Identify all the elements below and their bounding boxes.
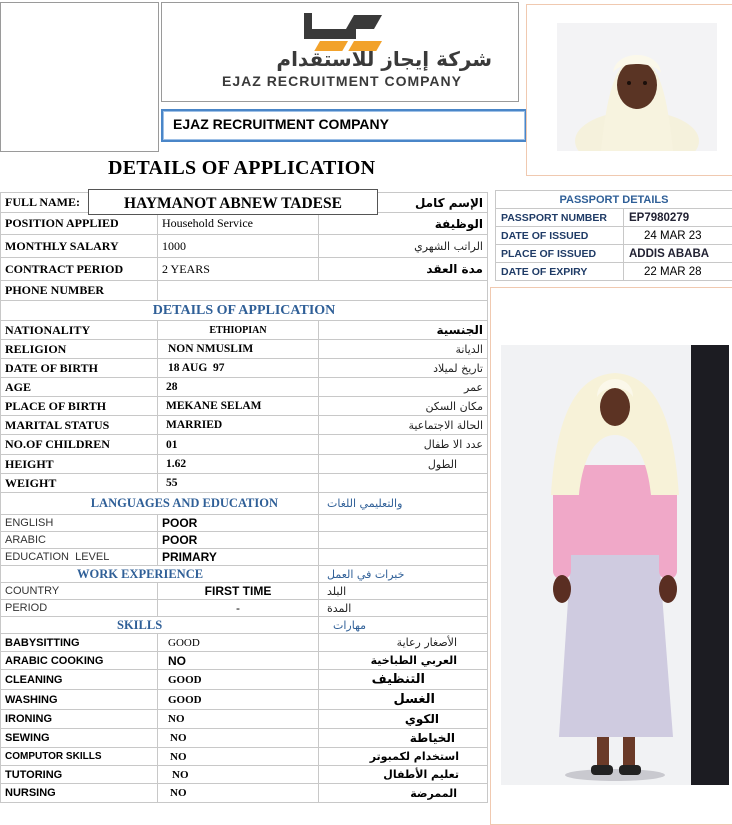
row-value: FIRST TIME xyxy=(158,583,319,600)
application-table xyxy=(0,192,488,803)
row-value: NON NMUSLIM xyxy=(158,340,319,359)
row-label: NURSING xyxy=(1,784,158,803)
detail-row xyxy=(1,435,488,455)
row-label: TUTORING xyxy=(1,766,158,784)
row-label-ar: الراتب الشهري xyxy=(319,235,488,258)
details-section-heading: DETAILS OF APPLICATION xyxy=(1,301,488,321)
row-label-ar: عدد الا طفال xyxy=(319,435,488,455)
company-name: EJAZ RECRUITMENT COMPANY xyxy=(173,116,389,132)
passport-label: PLACE OF ISSUED xyxy=(496,245,624,263)
passport-label: DATE OF ISSUED xyxy=(496,227,624,245)
row-value: 01 xyxy=(158,435,319,455)
info-row xyxy=(1,235,488,258)
row-label: MARITAL STATUS xyxy=(1,416,158,435)
language-row xyxy=(1,549,488,566)
skill-row xyxy=(1,784,488,803)
row-value: POOR xyxy=(158,532,319,549)
portrait-photo xyxy=(557,23,717,151)
row-label: RELIGION xyxy=(1,340,158,359)
row-value: ETHIOPIAN xyxy=(158,321,319,340)
row-value: 28 xyxy=(158,378,319,397)
company-logo xyxy=(161,2,519,102)
row-label: SEWING xyxy=(1,729,158,748)
row-value: MEKANE SELAM xyxy=(158,397,319,416)
work-experience-heading-ar: خبرات في العمل xyxy=(319,566,488,583)
passport-value: ADDIS ABABA xyxy=(624,245,732,263)
row-value: - xyxy=(158,600,319,617)
row-label: ARABIC xyxy=(1,532,158,549)
row-label-ar: مدة العقد xyxy=(319,258,488,281)
passport-details-heading: PASSPORT DETAILS xyxy=(496,191,732,209)
company-logo-mark xyxy=(282,11,402,51)
blank-photo-box xyxy=(0,2,159,152)
passport-row xyxy=(496,245,732,263)
row-value: PRIMARY xyxy=(158,549,319,566)
row-label-ar: الخياطة xyxy=(319,729,488,748)
row-value: 55 xyxy=(158,474,319,493)
skill-row xyxy=(1,748,488,766)
detail-row xyxy=(1,321,488,340)
detail-row xyxy=(1,359,488,378)
row-value: POOR xyxy=(158,515,319,532)
row-label-ar: مكان السكن xyxy=(319,397,488,416)
languages-section-heading-ar: والتعليمي اللغات xyxy=(319,493,488,515)
row-label: AGE xyxy=(1,378,158,397)
row-label-ar: الغسل xyxy=(319,690,488,710)
work-experience-heading: WORK EXPERIENCE xyxy=(1,566,319,583)
passport-details-table xyxy=(495,190,732,281)
detail-row xyxy=(1,455,488,474)
info-row xyxy=(1,281,488,301)
row-value: 18 AUG 97 xyxy=(158,359,319,378)
row-label: DATE OF BIRTH xyxy=(1,359,158,378)
row-label-ar: الأصغار رعاية xyxy=(319,634,488,652)
row-value: NO xyxy=(158,766,319,784)
detail-row xyxy=(1,416,488,435)
row-value: 2 YEARS xyxy=(158,258,319,281)
row-value: 1.62 xyxy=(158,455,319,474)
row-label-ar: الطول xyxy=(319,455,488,474)
row-label: CONTRACT PERIOD xyxy=(1,258,158,281)
skill-row xyxy=(1,652,488,670)
full-body-photo xyxy=(501,345,729,785)
passport-value: 24 MAR 23 xyxy=(624,227,732,245)
row-value: 1000 xyxy=(158,235,319,258)
row-label: CLEANING xyxy=(1,670,158,690)
passport-label: PASSPORT NUMBER xyxy=(496,209,624,227)
row-label: WASHING xyxy=(1,690,158,710)
row-label-ar: العربي الطباخية xyxy=(319,652,488,670)
passport-value: 22 MAR 28 xyxy=(624,263,732,281)
row-label: PERIOD xyxy=(1,600,158,617)
detail-row xyxy=(1,474,488,493)
skill-row xyxy=(1,634,488,652)
row-value: GOOD xyxy=(158,690,319,710)
row-label-ar: تاريخ لميلاد xyxy=(319,359,488,378)
row-label: MONTHLY SALARY xyxy=(1,235,158,258)
row-value: MARRIED xyxy=(158,416,319,435)
row-label: COUNTRY xyxy=(1,583,158,600)
row-value: NO xyxy=(158,710,319,729)
row-label: HEIGHT xyxy=(1,455,158,474)
skill-row xyxy=(1,729,488,748)
row-label-ar: الكوي xyxy=(319,710,488,729)
row-label: PHONE NUMBER xyxy=(1,281,158,301)
row-label-ar: الجنسية xyxy=(319,321,488,340)
detail-row xyxy=(1,378,488,397)
skill-row xyxy=(1,670,488,690)
row-label-ar: عمر xyxy=(319,378,488,397)
detail-row xyxy=(1,340,488,359)
language-row xyxy=(1,532,488,549)
row-label: ENGLISH xyxy=(1,515,158,532)
full-body-photo-frame xyxy=(490,287,732,825)
passport-row xyxy=(496,209,732,227)
portrait-photo-frame xyxy=(526,4,732,176)
skills-heading: SKILLS xyxy=(1,617,319,634)
detail-row xyxy=(1,397,488,416)
row-value: GOOD xyxy=(158,634,319,652)
row-value: NO xyxy=(158,729,319,748)
row-label: ARABIC COOKING xyxy=(1,652,158,670)
row-label-ar xyxy=(319,474,488,493)
row-label-ar: الممرضة xyxy=(319,784,488,803)
row-value xyxy=(158,281,488,301)
row-label: NO.OF CHILDREN xyxy=(1,435,158,455)
full-name-label-ar: الإسم كامل xyxy=(319,193,488,213)
row-label: IRONING xyxy=(1,710,158,729)
row-label: NATIONALITY xyxy=(1,321,158,340)
skills-heading-ar: مهارات xyxy=(319,617,488,634)
row-label-ar: تعليم الأطفال xyxy=(319,766,488,784)
skill-row xyxy=(1,710,488,729)
row-value: GOOD xyxy=(158,670,319,690)
info-row xyxy=(1,258,488,281)
row-label-ar: الوظيفة xyxy=(319,213,488,235)
skill-row xyxy=(1,690,488,710)
passport-row xyxy=(496,263,732,281)
logo-english-text: EJAZ RECRUITMENT COMPANY xyxy=(182,73,502,89)
row-value: NO xyxy=(158,784,319,803)
passport-value: EP7980279 xyxy=(624,209,732,227)
row-value: NO xyxy=(158,748,319,766)
row-label: COMPUTOR SKILLS xyxy=(1,748,158,766)
passport-label: DATE OF EXPIRY xyxy=(496,263,624,281)
row-label: BABYSITTING xyxy=(1,634,158,652)
row-label-ar: الديانة xyxy=(319,340,488,359)
row-label: EDUCATION LEVEL xyxy=(1,549,158,566)
full-name-label: FULL NAME: xyxy=(1,193,158,213)
experience-row xyxy=(1,600,488,617)
row-label-ar: البلد xyxy=(319,583,488,600)
skill-row xyxy=(1,766,488,784)
logo-arabic-text: شركة إيجاز للاستقدام xyxy=(232,47,492,71)
row-label-ar: الحالة الاجتماعية xyxy=(319,416,488,435)
language-row xyxy=(1,515,488,532)
row-label: POSITION APPLIED xyxy=(1,213,158,235)
row-value: Household Service xyxy=(158,213,319,235)
row-label: WEIGHT xyxy=(1,474,158,493)
page-title: DETAILS OF APPLICATION xyxy=(108,157,375,180)
full-name-value: HAYMANOT ABNEW TADESE xyxy=(88,189,378,215)
row-label: PLACE OF BIRTH xyxy=(1,397,158,416)
experience-row xyxy=(1,583,488,600)
passport-row xyxy=(496,227,732,245)
row-label-ar: التنظيف xyxy=(319,670,488,690)
row-label-ar: استخدام لكمبوتر xyxy=(319,748,488,766)
row-value: NO xyxy=(158,652,319,670)
row-label-ar: المدة xyxy=(319,600,488,617)
languages-section-heading: LANGUAGES AND EDUCATION xyxy=(1,493,319,515)
company-name-bar xyxy=(161,109,527,142)
